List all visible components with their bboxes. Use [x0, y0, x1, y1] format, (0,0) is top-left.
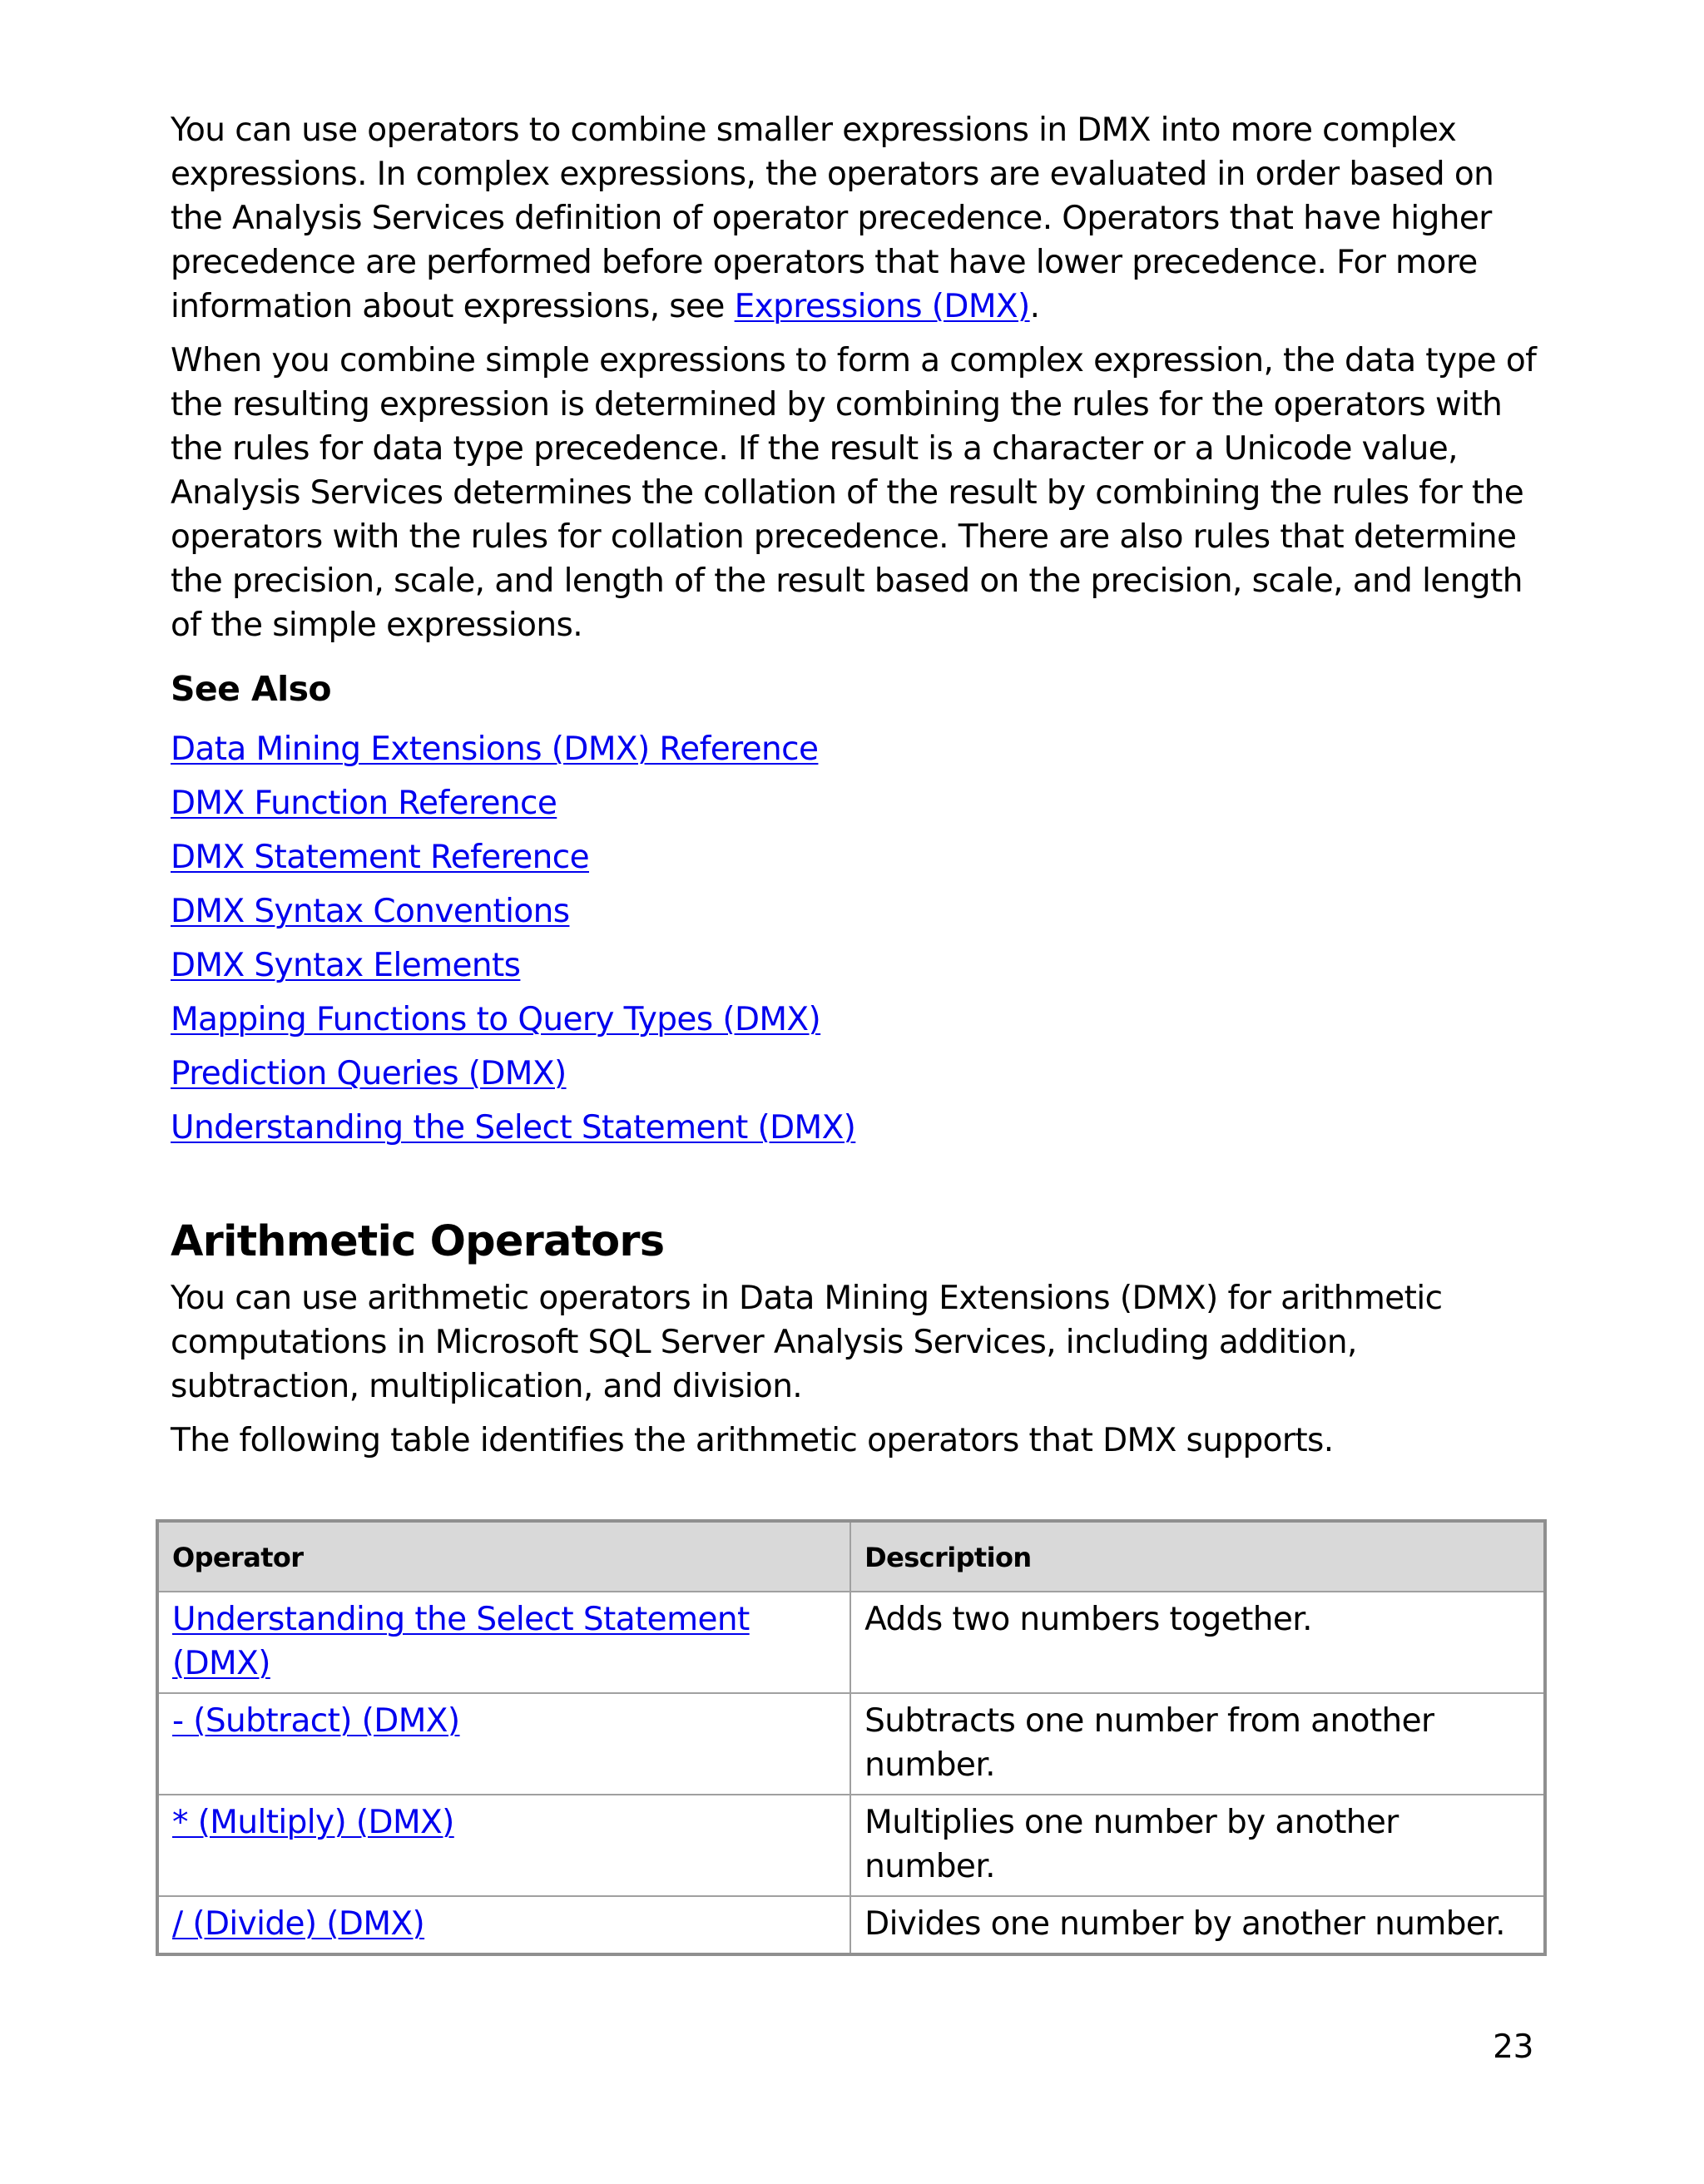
table-row	[157, 1592, 1545, 1693]
intro-paragraph-2: When you combine simple expressions to form a complex expression, the data type of the resulting expression is determined by combining the rules for the operators with the rules for data type precedence. If the result is a character or a Unicode value, Analysis Services determines the collation of the result by combining the rules for the operators with the rules for collation precedence. There are also rules that determine the precision, scale, and length of the result based on the precision, scale, and length of the simple expressions.	[171, 342, 1537, 644]
see-also-link-dmx-reference[interactable]: Data Mining Extensions (DMX) Reference	[171, 730, 819, 768]
operator-link-multiply[interactable]: * (Multiply) (DMX)	[172, 1804, 454, 1841]
page-number: 23	[1493, 2028, 1533, 2066]
arithmetic-paragraph-1: You can use arithmetic operators in Data Mining Extensions (DMX) for arithmetic computations in Microsoft SQL Server Analysis Services, including addition, subtraction, multiplication, and division.	[171, 1280, 1443, 1405]
arithmetic-operators-table	[156, 1519, 1547, 1956]
intro-paragraph-1-end: .	[1029, 288, 1040, 325]
description-cell: Divides one number by another number.	[850, 1896, 1545, 1954]
operator-cell	[157, 1693, 850, 1795]
see-also-item	[171, 722, 1552, 776]
arithmetic-operators-heading: Arithmetic Operators	[171, 1217, 665, 1266]
table-header-row	[157, 1521, 1545, 1592]
intro-paragraph-1-text: You can use operators to combine smaller expressions in DMX into more complex expressions. In complex expressions, the operators are evaluated in order based on the Analysis Services definition of operator precedence. Operators that have higher precedence are performed before operators that have lower precedence. For more information about expressions, see	[171, 111, 1494, 325]
arithmetic-paragraph-2: The following table identifies the arithmetic operators that DMX supports.	[171, 1422, 1334, 1459]
see-also-item	[171, 938, 1552, 993]
table-row	[157, 1795, 1545, 1896]
operator-column-header: Operator	[157, 1521, 850, 1592]
see-also-link-select-statement[interactable]: Understanding the Select Statement (DMX)	[171, 1109, 856, 1146]
operator-link-add[interactable]: Understanding the Select Statement (DMX)	[172, 1601, 750, 1682]
operator-link-divide[interactable]: / (Divide) (DMX)	[172, 1905, 425, 1943]
operator-cell	[157, 1592, 850, 1693]
operator-cell	[157, 1896, 850, 1954]
description-cell: Multiplies one number by another number.	[850, 1795, 1545, 1896]
see-also-link-syntax-elements[interactable]: DMX Syntax Elements	[171, 947, 521, 984]
see-also-list	[171, 722, 1552, 1155]
operator-link-subtract[interactable]: - (Subtract) (DMX)	[172, 1702, 460, 1740]
description-cell: Subtracts one number from another number.	[850, 1693, 1545, 1795]
table-row	[157, 1693, 1545, 1795]
see-also-item	[171, 1101, 1552, 1155]
see-also-item	[171, 1047, 1552, 1101]
see-also-link-mapping-functions[interactable]: Mapping Functions to Query Types (DMX)	[171, 1001, 821, 1038]
intro-paragraph-1	[171, 108, 1552, 329]
see-also-link-syntax-conventions[interactable]: DMX Syntax Conventions	[171, 893, 570, 930]
see-also-heading: See Also	[171, 669, 331, 709]
see-also-link-statement-reference[interactable]: DMX Statement Reference	[171, 839, 590, 876]
table-row	[157, 1896, 1545, 1954]
expressions-dmx-link[interactable]: Expressions (DMX)	[734, 288, 1030, 325]
see-also-item	[171, 993, 1552, 1047]
page-content	[171, 108, 1552, 1473]
description-column-header: Description	[850, 1521, 1545, 1592]
see-also-item	[171, 884, 1552, 938]
description-cell: Adds two numbers together.	[850, 1592, 1545, 1693]
operator-cell	[157, 1795, 850, 1896]
see-also-item	[171, 776, 1552, 830]
see-also-link-function-reference[interactable]: DMX Function Reference	[171, 785, 557, 822]
see-also-link-prediction-queries[interactable]: Prediction Queries (DMX)	[171, 1055, 567, 1092]
see-also-item	[171, 830, 1552, 884]
